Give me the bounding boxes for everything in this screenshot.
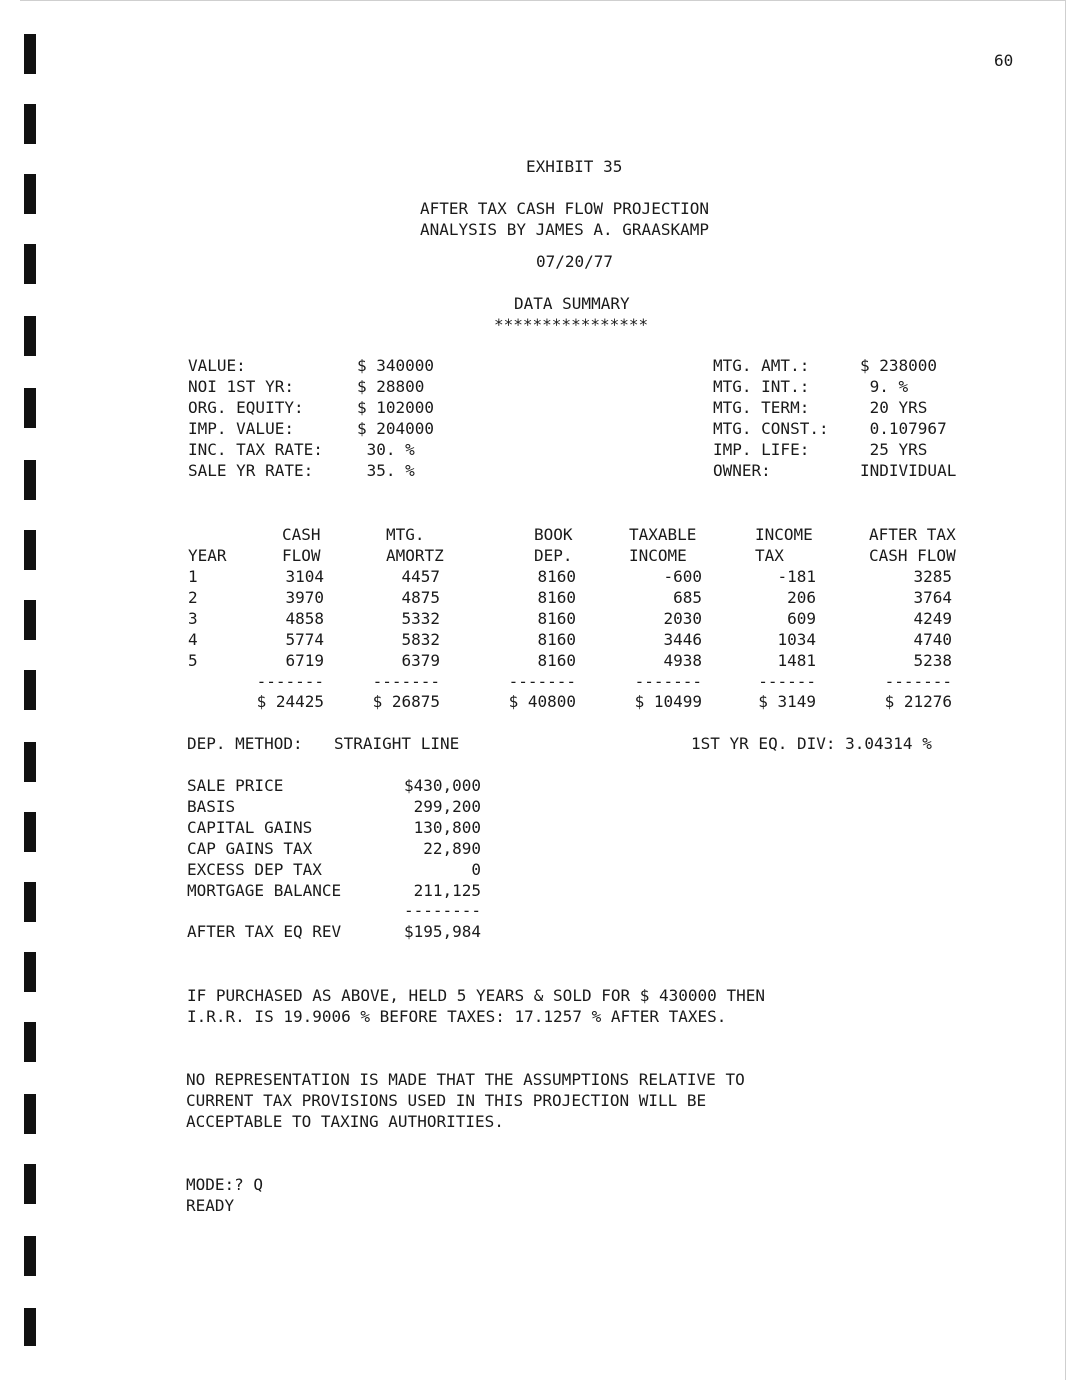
total-cell: $ 40800: [508, 692, 576, 711]
sale-label: SALE PRICE: [187, 776, 284, 795]
total-divider: ------: [758, 672, 816, 691]
irr-line: IF PURCHASED AS ABOVE, HELD 5 YEARS & SOLD FOR $ 430000 THEN: [187, 986, 765, 1005]
disclaimer-line: ACCEPTABLE TO TAXING AUTHORITIES.: [186, 1112, 504, 1131]
summary-value: $ 102000: [357, 398, 435, 417]
sale-label: EXCESS DEP TAX: [187, 860, 322, 879]
sale-label: BASIS: [187, 797, 236, 816]
table-cell: 2030: [663, 609, 702, 628]
year-cell: 1: [188, 567, 198, 586]
column-header: CASH FLOW: [869, 546, 956, 565]
section-underline: ****************: [494, 315, 649, 334]
total-cell: $ 10499: [634, 692, 702, 711]
summary-label: INC. TAX RATE:: [188, 440, 323, 459]
column-header: AFTER TAX: [869, 525, 956, 544]
summary-label: MTG. TERM:: [713, 398, 810, 417]
sale-value: $430,000: [403, 776, 481, 795]
table-cell: 8160: [537, 588, 576, 607]
binder-hole: [24, 530, 36, 570]
dep-method-value: STRAIGHT LINE: [334, 734, 460, 753]
page-top-edge: [20, 0, 1066, 1]
total-divider: -------: [256, 672, 324, 691]
table-cell: 4249: [913, 609, 952, 628]
summary-label: MTG. AMT.:: [713, 356, 810, 375]
total-divider: -------: [634, 672, 702, 691]
table-cell: 4858: [285, 609, 324, 628]
table-cell: 4457: [401, 567, 440, 586]
total-divider: -------: [372, 672, 440, 691]
column-header: MTG.: [386, 525, 425, 544]
binder-hole: [24, 316, 36, 356]
table-cell: 8160: [537, 609, 576, 628]
summary-value: 30. %: [357, 440, 415, 459]
column-header: FLOW: [282, 546, 321, 565]
table-cell: -600: [663, 567, 702, 586]
disclaimer-line: NO REPRESENTATION IS MADE THAT THE ASSUMPTIONS RELATIVE TO: [186, 1070, 745, 1089]
total-divider: -------: [508, 672, 576, 691]
column-header: TAXABLE: [629, 525, 697, 544]
binder-hole: [24, 742, 36, 782]
disclaimer-line: CURRENT TAX PROVISIONS USED IN THIS PROJECTION WILL BE: [186, 1091, 707, 1110]
sale-value: 0: [471, 860, 481, 879]
table-cell: 5774: [285, 630, 324, 649]
table-cell: 8160: [537, 651, 576, 670]
sale-label: MORTGAGE BALANCE: [187, 881, 342, 900]
binder-hole: [24, 812, 36, 852]
section-title: DATA SUMMARY: [514, 294, 630, 313]
summary-label: MTG. INT.:: [713, 377, 810, 396]
irr-line: I.R.R. IS 19.9006 % BEFORE TAXES: 17.1257 % AFTER TAXES.: [187, 1007, 727, 1026]
binder-hole: [24, 104, 36, 144]
summary-value: 35. %: [357, 461, 415, 480]
table-cell: 8160: [537, 630, 576, 649]
table-cell: 609: [787, 609, 816, 628]
table-cell: 5832: [401, 630, 440, 649]
summary-label: IMP. LIFE:: [713, 440, 810, 459]
sale-total-label: AFTER TAX EQ REV: [187, 922, 342, 941]
year-cell: 5: [188, 651, 198, 670]
table-cell: 4740: [913, 630, 952, 649]
summary-label: IMP. VALUE:: [188, 419, 294, 438]
summary-label: NOI 1ST YR:: [188, 377, 294, 396]
summary-value: 25 YRS: [860, 440, 928, 459]
table-cell: 6379: [401, 651, 440, 670]
summary-value: $ 28800: [357, 377, 425, 396]
year-cell: 2: [188, 588, 198, 607]
first-year-equity-dividend: 1ST YR EQ. DIV: 3.04314 %: [691, 734, 932, 753]
sale-total-value: $195,984: [403, 922, 481, 941]
sale-divider: --------: [403, 901, 481, 920]
table-cell: 6719: [285, 651, 324, 670]
binder-hole: [24, 1236, 36, 1276]
table-cell: 685: [673, 588, 702, 607]
binder-hole: [24, 1308, 36, 1346]
summary-value: 20 YRS: [860, 398, 928, 417]
year-cell: 4: [188, 630, 198, 649]
column-header: INCOME: [755, 525, 813, 544]
column-header: INCOME: [629, 546, 687, 565]
author-line: ANALYSIS BY JAMES A. GRAASKAMP: [420, 220, 709, 239]
table-cell: 1481: [777, 651, 816, 670]
mode-prompt: MODE:? Q: [186, 1175, 264, 1194]
total-cell: $ 21276: [884, 692, 952, 711]
binder-hole: [24, 600, 36, 640]
table-cell: 3285: [913, 567, 952, 586]
table-cell: 5332: [401, 609, 440, 628]
summary-value: $ 340000: [357, 356, 435, 375]
summary-label: SALE YR RATE:: [188, 461, 314, 480]
dep-method-label: DEP. METHOD:: [187, 734, 303, 753]
binder-hole: [24, 882, 36, 922]
document-title: AFTER TAX CASH FLOW PROJECTION: [420, 199, 709, 218]
binder-hole: [24, 1094, 36, 1134]
summary-value: INDIVIDUAL: [860, 461, 957, 480]
binder-hole: [24, 460, 36, 500]
sale-value: 299,200: [413, 797, 481, 816]
column-header: TAX: [755, 546, 784, 565]
column-header: AMORTZ: [386, 546, 444, 565]
binder-hole: [24, 34, 36, 74]
total-cell: $ 3149: [758, 692, 816, 711]
column-header: CASH: [282, 525, 321, 544]
binder-hole: [24, 1022, 36, 1062]
table-cell: 3764: [913, 588, 952, 607]
table-cell: 4875: [401, 588, 440, 607]
table-cell: 3446: [663, 630, 702, 649]
binder-hole: [24, 388, 36, 428]
table-cell: 206: [787, 588, 816, 607]
total-cell: $ 24425: [256, 692, 324, 711]
binder-hole: [24, 670, 36, 710]
column-header: BOOK: [534, 525, 573, 544]
summary-value: 9. %: [860, 377, 909, 396]
summary-value: 0.107967: [860, 419, 947, 438]
binder-hole: [24, 1164, 36, 1204]
column-header: YEAR: [188, 546, 227, 565]
year-cell: 3: [188, 609, 198, 628]
document-date: 07/20/77: [536, 252, 614, 271]
table-cell: 1034: [777, 630, 816, 649]
sale-label: CAP GAINS TAX: [187, 839, 313, 858]
sale-value: 130,800: [413, 818, 481, 837]
table-cell: 8160: [537, 567, 576, 586]
summary-value: $ 238000: [860, 356, 938, 375]
table-cell: 3970: [285, 588, 324, 607]
summary-label: VALUE:: [188, 356, 246, 375]
total-divider: -------: [884, 672, 952, 691]
binder-hole: [24, 244, 36, 284]
binder-hole: [24, 174, 36, 214]
summary-value: $ 204000: [357, 419, 435, 438]
table-cell: -181: [777, 567, 816, 586]
table-cell: 4938: [663, 651, 702, 670]
table-cell: 3104: [285, 567, 324, 586]
sale-value: 22,890: [423, 839, 481, 858]
total-cell: $ 26875: [372, 692, 440, 711]
summary-label: MTG. CONST.:: [713, 419, 829, 438]
summary-label: OWNER:: [713, 461, 771, 480]
sale-label: CAPITAL GAINS: [187, 818, 313, 837]
column-header: DEP.: [534, 546, 573, 565]
binder-hole: [24, 952, 36, 992]
exhibit-number: EXHIBIT 35: [526, 157, 623, 176]
ready-status: READY: [186, 1196, 235, 1215]
page-number: 60: [994, 51, 1014, 70]
sale-value: 211,125: [413, 881, 481, 900]
summary-label: ORG. EQUITY:: [188, 398, 304, 417]
table-cell: 5238: [913, 651, 952, 670]
